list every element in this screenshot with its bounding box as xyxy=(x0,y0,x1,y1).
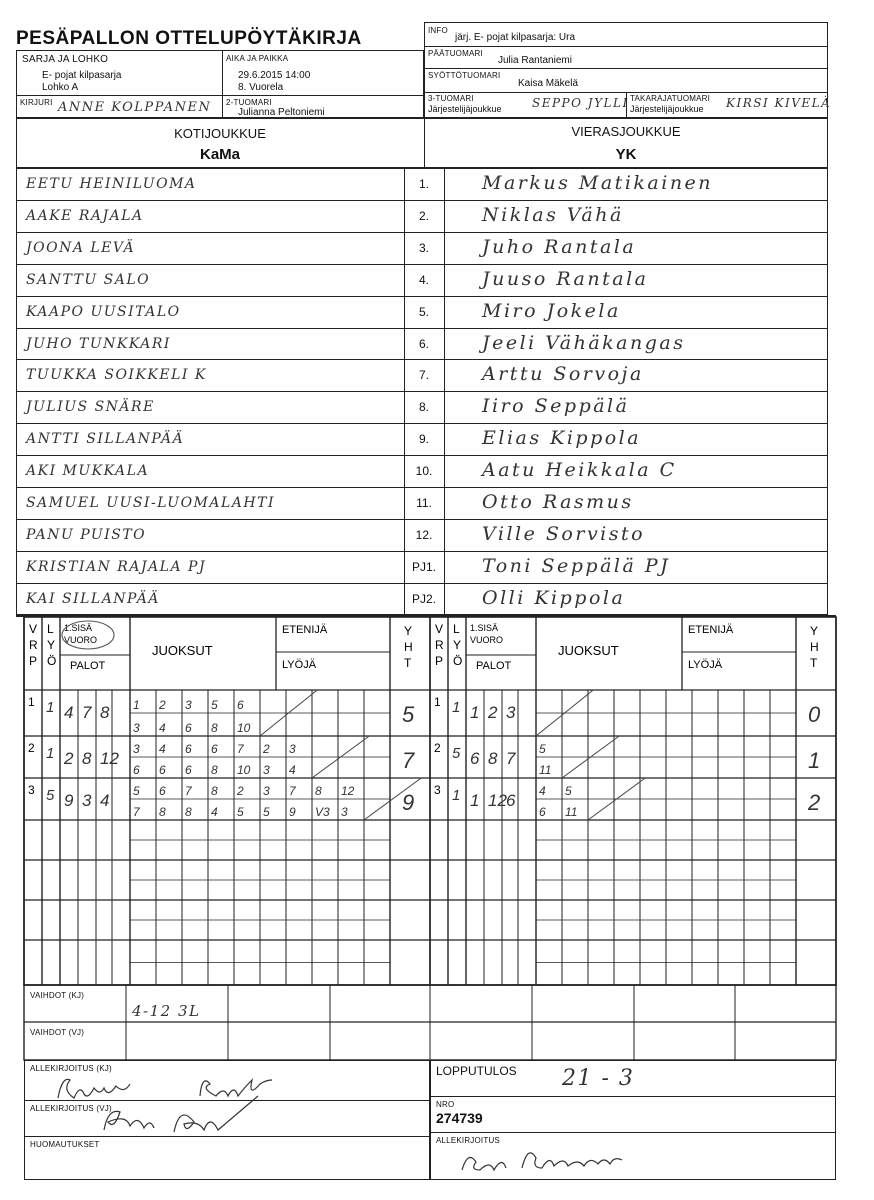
ump3-label: 3-TUOMARI xyxy=(428,94,474,103)
col-header-first-turn: 1.SISÄ xyxy=(470,623,499,633)
out-value: 7 xyxy=(82,703,92,722)
col-header-batter: LYÖJÄ xyxy=(688,659,723,671)
run-bottom: 7 xyxy=(133,805,140,819)
nro-value: 274739 xyxy=(436,1110,483,1126)
player-number: 10. xyxy=(415,464,433,479)
away-signature xyxy=(104,1096,258,1132)
run-top: 6 xyxy=(185,742,192,756)
run-top: 3 xyxy=(289,742,296,756)
run-bottom: 6 xyxy=(133,763,140,777)
home-player-name: TUUKKA SOIKKELI K xyxy=(26,367,207,384)
ly-value: 1 xyxy=(452,787,461,804)
away-player-name: Aatu Heikkala C xyxy=(482,459,677,482)
pitch-umpire-value: Kaisa Mäkelä xyxy=(518,78,579,89)
ump3-value: Järjestelijäjoukkue xyxy=(428,104,502,114)
result-label: LOPPUTULOS xyxy=(436,1064,517,1078)
away-label: VIERASJOUKKUE xyxy=(571,124,681,139)
time-line2: 8. Vuorela xyxy=(238,82,284,93)
player-number: PJ2. xyxy=(411,591,436,606)
ly-value: 1 xyxy=(452,699,461,716)
run-bottom: 3 xyxy=(341,805,348,819)
run-bottom: 3 xyxy=(263,763,270,777)
home-player-name: SAMUEL UUSI-LUOMALAHTI xyxy=(26,495,275,511)
ump2-label: 2-TUOMARI xyxy=(226,98,272,107)
run-top: 8 xyxy=(211,784,218,798)
run-top: 5 xyxy=(565,784,572,798)
col-header-lyo: Ö xyxy=(453,654,463,668)
col-header-batter: LYÖJÄ xyxy=(282,659,317,671)
out-value: 4 xyxy=(64,703,74,722)
out-value: 9 xyxy=(64,791,74,810)
series-line2: Lohko A xyxy=(42,82,79,93)
run-top: 5 xyxy=(133,784,140,798)
away-team: YK xyxy=(615,146,637,163)
col-header-first-turn: VUORO xyxy=(64,635,98,645)
inning-total: 7 xyxy=(402,748,415,773)
info-label: INFO xyxy=(428,26,448,35)
home-signature xyxy=(58,1079,272,1098)
form-title: PESÄPALLON OTTELUPÖYTÄKIRJA xyxy=(16,28,362,49)
player-number: 3. xyxy=(418,240,429,255)
back-umpire-value: Järjestelijäjoukkue xyxy=(630,104,704,114)
run-bottom: 11 xyxy=(539,763,552,777)
run-bottom: 4 xyxy=(211,805,218,819)
sign-away-label: ALLEKIRJOITUS (VJ) xyxy=(30,1104,112,1113)
scorer-value: ANNE KOLPPANEN xyxy=(58,100,212,115)
run-bottom: 9 xyxy=(289,805,296,819)
inning-number: 3 xyxy=(28,783,35,797)
col-header-lyo: Y xyxy=(453,638,462,652)
out-value: 6 xyxy=(506,791,516,810)
run-bottom: 10 xyxy=(237,721,251,735)
inning-total: 1 xyxy=(808,748,821,773)
result-value: 21 - 3 xyxy=(562,1066,635,1091)
run-bottom: 6 xyxy=(159,763,166,777)
inning-total: 9 xyxy=(402,790,415,815)
out-value: 2 xyxy=(64,749,74,768)
inning-number: 1 xyxy=(434,695,441,709)
ly-value: 5 xyxy=(46,787,55,804)
home-team: KaMa xyxy=(199,146,240,163)
run-top: 2 xyxy=(237,784,244,798)
home-player-name: KAI SILLANPÄÄ xyxy=(26,590,160,607)
run-top: 5 xyxy=(211,698,218,712)
col-header-vrp: R xyxy=(435,638,444,652)
run-bottom: 6 xyxy=(539,805,546,819)
player-number: 7. xyxy=(418,368,429,383)
sign-label: ALLEKIRJOITUS xyxy=(436,1136,500,1145)
col-header-runs: JUOKSUT xyxy=(558,643,619,658)
home-player-name: AKI MUKKALA xyxy=(26,463,150,480)
col-header-outs: PALOT xyxy=(70,660,106,672)
inning-total: 2 xyxy=(808,790,821,815)
col-header-runner: ETENIJÄ xyxy=(688,624,734,636)
col-header-vrp: V xyxy=(29,622,38,636)
run-bottom: 6 xyxy=(185,721,192,735)
run-top: 6 xyxy=(211,742,218,756)
run-top: 4 xyxy=(539,784,546,798)
run-bottom: 8 xyxy=(211,763,218,777)
run-bottom: 5 xyxy=(237,805,244,819)
away-player-name: Miro Jokela xyxy=(482,299,621,322)
run-top: 6 xyxy=(159,784,166,798)
pitch-umpire-label: SYÖTTÖTUOMARI xyxy=(428,71,501,80)
col-header-first-turn: VUORO xyxy=(470,635,504,645)
away-player-name: Markus Matikainen xyxy=(482,172,714,194)
col-header-runner: ETENIJÄ xyxy=(282,624,328,636)
col-header-total: T xyxy=(404,656,412,670)
col-header-first-turn: 1.SISÄ xyxy=(64,623,93,633)
home-player-name: JULIUS SNÄRE xyxy=(26,399,155,416)
away-player-name: Juuso Rantala xyxy=(482,267,649,290)
inning-number: 2 xyxy=(28,741,35,755)
out-value: 12 xyxy=(488,791,507,810)
col-header-total: H xyxy=(810,640,819,654)
ly-value: 5 xyxy=(452,745,461,762)
inning-number: 2 xyxy=(434,741,441,755)
home-player-name: JUHO TUNKKARI xyxy=(26,335,171,352)
run-top: 4 xyxy=(159,742,166,756)
run-bottom: 11 xyxy=(565,805,578,819)
run-bottom: 8 xyxy=(211,721,218,735)
home-player-name: KAAPO UUSITALO xyxy=(26,303,181,320)
run-top: 2 xyxy=(263,742,270,756)
home-player-name: SANTTU SALO xyxy=(26,271,151,288)
out-value: 8 xyxy=(100,703,110,722)
col-header-lyo: L xyxy=(47,622,54,636)
col-header-lyo: L xyxy=(453,622,460,636)
out-value: 3 xyxy=(82,791,92,810)
back-umpire-label: TAKARAJATUOMARI xyxy=(630,94,711,103)
home-player-name: AAKE RAJALA xyxy=(26,207,144,224)
home-player-name: KRISTIAN RAJALA PJ xyxy=(26,558,207,575)
head-umpire-label: PÄÄTUOMARI xyxy=(428,49,483,58)
inning-number: 3 xyxy=(434,783,441,797)
away-player-name: Iiro Seppälä xyxy=(482,395,630,418)
player-number: 1. xyxy=(418,177,429,191)
col-header-vrp: P xyxy=(29,654,38,668)
home-player-name: PANU PUISTO xyxy=(26,526,147,543)
col-header-outs: PALOT xyxy=(476,660,512,672)
back-umpire-hand: KIRSI KIVELÄ xyxy=(726,96,832,110)
run-top: 7 xyxy=(185,784,192,798)
run-top: 12 xyxy=(341,784,355,798)
home-subs-value: 4-12 3L xyxy=(132,1002,201,1020)
home-player-name: EETU HEINILUOMA xyxy=(26,176,197,192)
out-value: 7 xyxy=(506,749,516,768)
run-top: 3 xyxy=(133,742,140,756)
run-top: 1 xyxy=(133,698,140,712)
notes-label: HUOMAUTUKSET xyxy=(30,1140,100,1149)
run-bottom: 8 xyxy=(159,805,166,819)
run-bottom: 3 xyxy=(133,721,140,735)
away-subs-label: VAIHDOT (VJ) xyxy=(30,1028,85,1037)
run-top: 8 xyxy=(315,784,322,798)
away-player-name: Toni Seppälä PJ xyxy=(482,554,671,577)
col-header-total: Y xyxy=(810,624,819,638)
run-top: 3 xyxy=(185,698,192,712)
out-value: 12 xyxy=(100,749,119,768)
away-player-name: Jeeli Vähäkangas xyxy=(482,331,686,354)
out-value: 4 xyxy=(100,791,110,810)
run-top: 3 xyxy=(263,784,270,798)
nro-label: NRO xyxy=(436,1100,455,1109)
time-label: AIKA JA PAIKKA xyxy=(226,54,289,63)
run-bottom: 6 xyxy=(185,763,192,777)
col-header-lyo: Ö xyxy=(47,654,57,668)
out-value: 2 xyxy=(488,703,498,722)
col-header-total: T xyxy=(810,656,818,670)
run-bottom: 10 xyxy=(237,763,251,777)
player-number: 12. xyxy=(415,527,433,542)
away-player-name: Olli Kippola xyxy=(482,586,626,609)
ump2-value: Julianna Peltoniemi xyxy=(238,107,325,118)
col-header-lyo: Y xyxy=(47,638,56,652)
player-number: 9. xyxy=(418,432,429,447)
out-value: 1 xyxy=(470,703,480,722)
col-header-runs: JUOKSUT xyxy=(152,643,213,658)
col-header-total: Y xyxy=(404,624,413,638)
col-header-total: H xyxy=(404,640,413,654)
series-line1: E- pojat kilpasarja xyxy=(42,70,122,81)
head-umpire-value: Julia Rantaniemi xyxy=(498,55,572,66)
inning-number: 1 xyxy=(28,695,35,709)
player-number: 2. xyxy=(418,208,429,223)
away-player-name: Juho Rantala xyxy=(482,235,637,258)
run-bottom: 4 xyxy=(289,763,296,777)
out-value: 8 xyxy=(82,749,92,768)
run-bottom: 4 xyxy=(159,721,166,735)
col-header-vrp: V xyxy=(435,622,444,636)
out-value: 1 xyxy=(470,791,480,810)
out-value: 6 xyxy=(470,749,480,768)
home-label: KOTIJOUKKUE xyxy=(174,126,266,141)
col-header-vrp: R xyxy=(29,638,38,652)
run-top: 7 xyxy=(237,742,244,756)
player-number: PJ1. xyxy=(411,559,436,574)
scorer-label: KIRJURI xyxy=(20,98,53,107)
info-value: järj. E- pojat kilpasarja: Ura xyxy=(455,32,576,43)
run-bottom: 8 xyxy=(185,805,192,819)
series-label: SARJA JA LOHKO xyxy=(22,54,109,65)
ump3-hand: SEPPO JYLLI xyxy=(532,96,629,110)
time-line1: 29.6.2015 14:00 xyxy=(238,70,311,81)
player-number: 6. xyxy=(418,336,429,351)
out-value: 3 xyxy=(506,703,516,722)
home-player-name: ANTTI SILLANPÄÄ xyxy=(26,431,185,448)
away-player-name: Arttu Sorvoja xyxy=(482,363,644,386)
player-number: 11. xyxy=(416,496,432,510)
away-player-name: Niklas Vähä xyxy=(482,203,624,226)
ly-value: 1 xyxy=(46,745,55,762)
out-value: 8 xyxy=(488,749,498,768)
away-player-name: Otto Rasmus xyxy=(482,491,634,513)
run-top: 5 xyxy=(539,742,546,756)
player-number: 4. xyxy=(418,272,429,287)
inning-total: 0 xyxy=(808,702,821,727)
sign-home-label: ALLEKIRJOITUS (KJ) xyxy=(30,1064,112,1073)
away-player-name: Ville Sorvisto xyxy=(482,522,646,545)
col-header-vrp: P xyxy=(435,654,444,668)
home-subs-label: VAIHDOT (KJ) xyxy=(30,991,85,1000)
run-top: 7 xyxy=(289,784,296,798)
run-top: 2 xyxy=(159,698,166,712)
home-player-name: JOONA LEVÄ xyxy=(26,239,136,256)
run-bottom: 5 xyxy=(263,805,270,819)
run-top: 6 xyxy=(237,698,244,712)
inning-total: 5 xyxy=(402,702,415,727)
away-player-name: Elias Kippola xyxy=(482,427,642,450)
run-bottom: V3 xyxy=(315,805,330,819)
ly-value: 1 xyxy=(46,699,55,716)
player-number: 5. xyxy=(418,304,429,319)
player-number: 8. xyxy=(418,400,429,415)
